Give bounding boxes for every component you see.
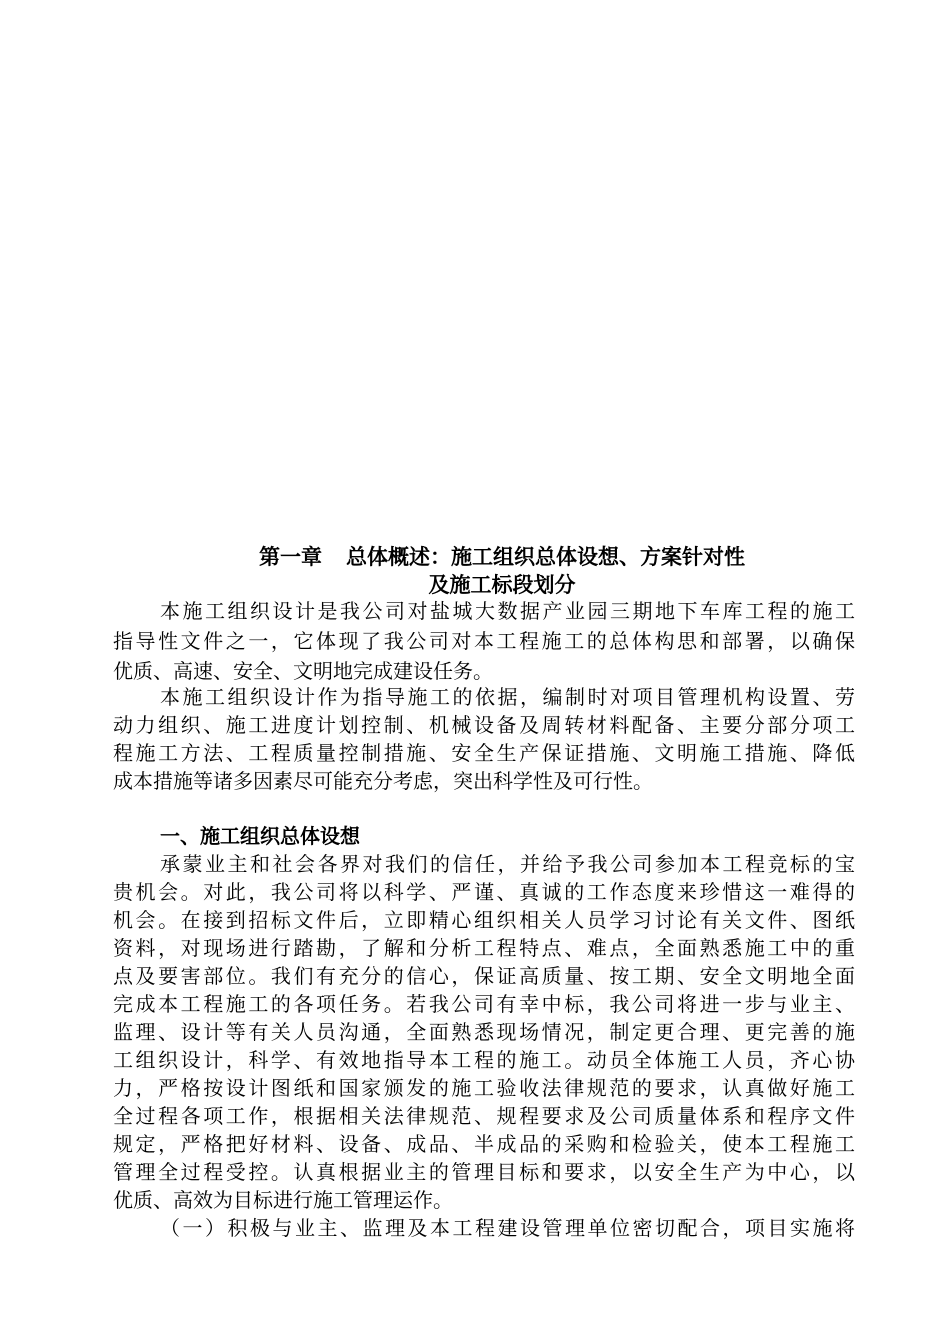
intro-para2-line: 动力组织、施工进度计划控制、机械设备及周转材料配备、主要分部分项工 xyxy=(113,713,855,737)
chapter-title-line2: 及施工标段划分 xyxy=(428,573,576,597)
section1-para-line: 点及要害部位。我们有充分的信心，保证高质量、按工期、安全文明地全面 xyxy=(113,964,855,988)
section1-para-line: 力，严格按设计图纸和国家颁发的施工验收法律规范的要求，认真做好施工 xyxy=(113,1076,855,1100)
section1-para-line: 优质、高效为目标进行施工管理运作。 xyxy=(113,1188,453,1212)
intro-para2-line: 程施工方法、工程质量控制措施、安全生产保证措施、文明施工措施、降低 xyxy=(113,741,855,765)
chapter-title-text: 总体概述：施工组织总体设想、方案针对性 xyxy=(346,545,745,569)
section1-para-line: 完成本工程施工的各项任务。若我公司有幸中标，我公司将进一步与业主、 xyxy=(113,992,855,1016)
intro-para2-line: 成本措施等诸多因素尽可能充分考虑，突出科学性及可行性。 xyxy=(113,769,653,793)
intro-para1-line: 优质、高速、安全、文明地完成建设任务。 xyxy=(113,659,493,683)
section-heading: 一、施工组织总体设想 xyxy=(160,824,360,848)
subsection1-line: （一）积极与业主、监理及本工程建设管理单位密切配合，项目实施将 xyxy=(160,1216,855,1240)
section1-para-line: 承蒙业主和社会各界对我们的信任，并给予我公司参加本工程竞标的宝 xyxy=(160,852,855,876)
intro-para1-line: 指导性文件之一，它体现了我公司对本工程施工的总体构思和部署，以确保 xyxy=(113,629,855,653)
section1-para-line: 全过程各项工作，根据相关法律规范、规程要求及公司质量体系和程序文件 xyxy=(113,1104,855,1128)
section1-para-line: 规定，严格把好材料、设备、成品、半成品的采购和检验关，使本工程施工 xyxy=(113,1132,855,1156)
section1-para-line: 监理、设计等有关人员沟通，全面熟悉现场情况，制定更合理、更完善的施 xyxy=(113,1020,855,1044)
section1-para-line: 工组织设计，科学、有效地指导本工程的施工。动员全体施工人员，齐心协 xyxy=(113,1048,855,1072)
chapter-number: 第一章 xyxy=(259,545,322,569)
intro-para2-line: 本施工组织设计作为指导施工的依据，编制时对项目管理机构设置、劳 xyxy=(160,685,855,709)
intro-para1-line: 本施工组织设计是我公司对盐城大数据产业园三期地下车库工程的施工 xyxy=(160,599,855,623)
section1-para-line: 机会。在接到招标文件后，立即精心组织相关人员学习讨论有关文件、图纸 xyxy=(113,908,855,932)
chapter-title-line1 xyxy=(113,543,855,571)
section1-para-line: 管理全过程受控。认真根据业主的管理目标和要求，以安全生产为中心，以 xyxy=(113,1160,855,1184)
section1-para-line: 贵机会。对此，我公司将以科学、严谨、真诚的工作态度来珍惜这一难得的 xyxy=(113,880,855,904)
section1-para-line: 资料，对现场进行踏勘，了解和分析工程特点、难点，全面熟悉施工中的重 xyxy=(113,936,855,960)
